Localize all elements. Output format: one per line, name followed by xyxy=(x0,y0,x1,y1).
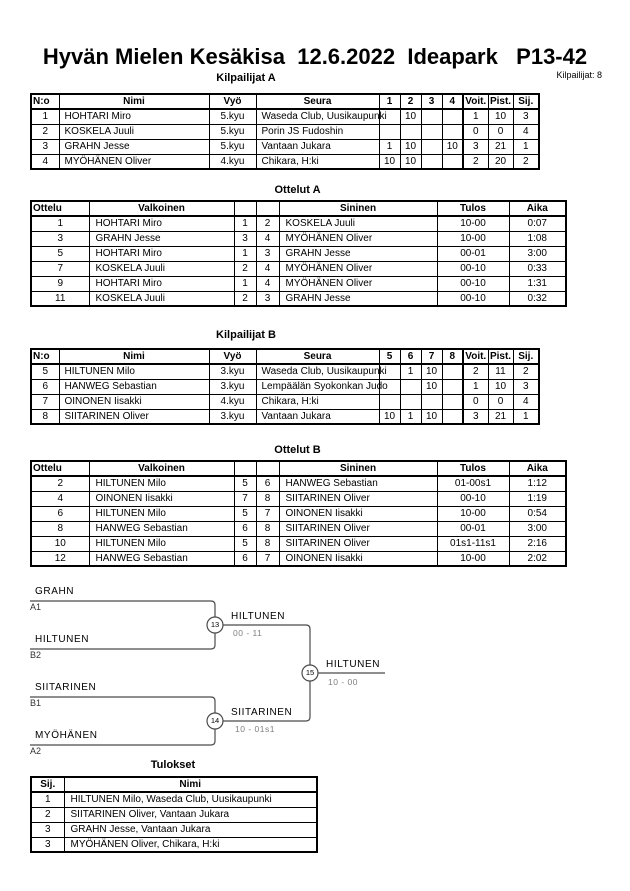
table-row xyxy=(31,364,539,379)
bracket-slot-b1-seed: B1 xyxy=(30,698,42,708)
table-cell: 3 xyxy=(256,246,279,261)
table-cell: OINONEN Iisakki xyxy=(279,551,437,566)
table-cell: OINONEN Iisakki xyxy=(89,491,234,506)
table-cell: 7 xyxy=(31,261,89,276)
table-cell: 10 xyxy=(421,379,442,394)
table-cell: 2 xyxy=(31,124,59,139)
column-header: 7 xyxy=(421,349,442,364)
page-title: Hyvän Mielen Kesäkisa 12.6.2022 Ideapark P13-42 xyxy=(42,44,588,69)
table-cell: 1 xyxy=(234,276,256,291)
table-cell: 0 xyxy=(463,394,488,409)
table-cell: GRAHN Jesse xyxy=(59,139,209,154)
column-header: Valkoinen xyxy=(89,201,234,216)
table-cell xyxy=(442,124,463,139)
ottelut-b-table xyxy=(30,460,567,567)
table-cell: 3 xyxy=(256,291,279,306)
table-cell: 3:00 xyxy=(509,246,566,261)
table-cell xyxy=(442,154,463,169)
bracket-match-13-score: 00 - 11 xyxy=(233,628,263,638)
table-cell: 9 xyxy=(31,276,89,291)
table-cell: 2 xyxy=(256,216,279,231)
table-cell: 7 xyxy=(234,491,256,506)
table-cell: KOSKELA Juuli xyxy=(89,261,234,276)
section-heading-tulokset: Tulokset xyxy=(150,759,196,771)
table-cell xyxy=(421,154,442,169)
bracket-match-15-score: 10 - 00 xyxy=(328,677,358,687)
column-header: Sij. xyxy=(31,777,64,792)
table-row xyxy=(31,822,317,837)
table-cell: 1 xyxy=(31,792,64,807)
column-header: Sininen xyxy=(279,201,437,216)
table-cell: 2 xyxy=(463,154,488,169)
column-header: 6 xyxy=(400,349,421,364)
table-cell: 3 xyxy=(31,231,89,246)
table-cell: 5 xyxy=(31,364,59,379)
table-row xyxy=(31,536,566,551)
table-row xyxy=(31,792,317,807)
table-cell: 1 xyxy=(31,109,59,124)
table-cell: MYÖHÄNEN Oliver xyxy=(279,231,437,246)
table-cell: 1 xyxy=(400,364,421,379)
table-cell: Chikara, H:ki xyxy=(256,394,379,409)
column-header xyxy=(256,461,279,476)
table-cell: 5 xyxy=(31,246,89,261)
table-cell: 10-00 xyxy=(437,506,509,521)
column-header: Vyö xyxy=(209,94,256,109)
table-cell: GRAHN Jesse, Vantaan Jukara xyxy=(64,822,317,837)
table-cell: 5.kyu xyxy=(209,109,256,124)
table-cell: MYÖHÄNEN Oliver, Chikara, H:ki xyxy=(64,837,317,852)
table-cell: 3 xyxy=(31,822,64,837)
table-row xyxy=(31,124,539,139)
table-row xyxy=(31,521,566,536)
table-cell: 3.kyu xyxy=(209,379,256,394)
table-row xyxy=(31,291,566,306)
table-cell: 2:02 xyxy=(509,551,566,566)
table-cell: 0:54 xyxy=(509,506,566,521)
column-header: N:o xyxy=(31,94,59,109)
column-header: Valkoinen xyxy=(89,461,234,476)
section-heading-kilpailijat-a: Kilpailijat A xyxy=(216,72,276,84)
column-header: Aika xyxy=(509,461,566,476)
column-header: Ottelu xyxy=(31,461,89,476)
table-cell xyxy=(442,379,463,394)
column-header xyxy=(234,461,256,476)
table-cell: MYÖHÄNEN Oliver xyxy=(279,261,437,276)
table-header-row xyxy=(31,461,566,476)
table-cell: Waseda Club, Uusikaupunki xyxy=(256,364,379,379)
bracket-match-13-winner: HILTUNEN xyxy=(231,611,286,622)
table-cell: 7 xyxy=(256,551,279,566)
column-header: Voit. xyxy=(463,349,488,364)
table-cell: 3 xyxy=(513,379,539,394)
column-header: Seura xyxy=(256,94,379,109)
table-cell xyxy=(379,394,400,409)
table-cell: 8 xyxy=(256,521,279,536)
bracket-match-15-number: 15 xyxy=(305,668,315,677)
table-cell: 00-01 xyxy=(437,521,509,536)
column-header: Pist. xyxy=(489,351,512,362)
table-cell: GRAHN Jesse xyxy=(279,291,437,306)
column-header: 8 xyxy=(442,349,463,364)
table-cell: 10 xyxy=(421,364,442,379)
table-cell: 1 xyxy=(513,409,539,424)
table-cell: SIITARINEN Oliver xyxy=(279,521,437,536)
table-cell: 4 xyxy=(513,394,539,409)
column-header: Tulos xyxy=(437,201,509,216)
table-cell: SIITARINEN Oliver xyxy=(279,491,437,506)
table-cell: 5.kyu xyxy=(209,139,256,154)
bracket-lines xyxy=(28,583,608,763)
table-cell: HANWEG Sebastian xyxy=(59,379,209,394)
table-cell: 0 xyxy=(488,124,513,139)
tulokset-table xyxy=(30,776,318,853)
table-cell: 10 xyxy=(421,409,442,424)
table-cell: 1:08 xyxy=(509,231,566,246)
kilpailijat-a-table xyxy=(30,93,540,170)
table-cell: 21 xyxy=(488,139,513,154)
table-cell: 8 xyxy=(256,536,279,551)
table-header-row xyxy=(31,777,317,792)
table-cell: 12 xyxy=(31,551,89,566)
table-cell: 6 xyxy=(234,551,256,566)
column-header: Nimi xyxy=(59,349,209,364)
table-cell: HILTUNEN Milo xyxy=(59,364,209,379)
section-heading-ottelut-a: Ottelut A xyxy=(274,184,321,196)
bracket-match-14-winner: SIITARINEN xyxy=(231,707,293,718)
table-row xyxy=(31,154,539,169)
table-cell: 6 xyxy=(31,506,89,521)
column-header: Sininen xyxy=(279,461,437,476)
table-cell: 2 xyxy=(513,154,539,169)
column-header: Voit. xyxy=(463,94,488,109)
table-cell xyxy=(400,379,421,394)
table-header-row xyxy=(31,349,539,364)
table-cell: 00-01 xyxy=(437,246,509,261)
table-cell: 4.kyu xyxy=(209,154,256,169)
table-cell: 2:16 xyxy=(509,536,566,551)
table-cell: 4 xyxy=(513,124,539,139)
table-cell: 8 xyxy=(31,409,59,424)
table-cell: HANWEG Sebastian xyxy=(89,521,234,536)
column-header: Nimi xyxy=(59,94,209,109)
table-cell: 0 xyxy=(463,124,488,139)
column-header: Sij. xyxy=(513,349,539,364)
column-header: 2 xyxy=(400,94,421,109)
table-cell: 1 xyxy=(400,409,421,424)
table-row xyxy=(31,231,566,246)
table-cell: MYÖHÄNEN Oliver xyxy=(279,276,437,291)
table-row xyxy=(31,491,566,506)
table-cell: 2 xyxy=(31,476,89,491)
section-heading-kilpailijat-b: Kilpailijat B xyxy=(216,329,276,341)
table-cell: Porin JS Fudoshin xyxy=(256,124,379,139)
table-cell: 3 xyxy=(234,231,256,246)
table-cell: 0:33 xyxy=(509,261,566,276)
table-cell xyxy=(421,394,442,409)
table-cell: 3.kyu xyxy=(209,364,256,379)
table-cell: 1 xyxy=(463,379,488,394)
table-cell: 7 xyxy=(31,394,59,409)
column-header xyxy=(256,201,279,216)
table-cell: 1:12 xyxy=(509,476,566,491)
table-row xyxy=(31,261,566,276)
table-row xyxy=(31,394,539,409)
bracket-match-14-number: 14 xyxy=(210,716,220,725)
table-cell xyxy=(442,109,463,124)
table-cell xyxy=(442,364,463,379)
table-cell: 1 xyxy=(31,216,89,231)
table-cell: 10-00 xyxy=(437,551,509,566)
table-cell: HILTUNEN Milo xyxy=(89,476,234,491)
table-cell: 1 xyxy=(234,216,256,231)
table-row xyxy=(31,216,566,231)
table-cell: 0 xyxy=(488,394,513,409)
table-cell: SIITARINEN Oliver xyxy=(59,409,209,424)
table-cell: 1 xyxy=(379,139,400,154)
table-cell: 4 xyxy=(31,154,59,169)
table-cell: Waseda Club, Uusikaupunki xyxy=(256,109,379,124)
table-cell: 21 xyxy=(488,409,513,424)
table-row xyxy=(31,139,539,154)
table-cell: 2 xyxy=(234,291,256,306)
bracket-slot-a2-name: MYÖHÄNEN xyxy=(35,730,98,741)
table-cell xyxy=(421,124,442,139)
table-cell: 00-10 xyxy=(437,276,509,291)
table-cell: 2 xyxy=(513,364,539,379)
table-cell: GRAHN Jesse xyxy=(279,246,437,261)
table-cell: 01-00s1 xyxy=(437,476,509,491)
column-header: Nimi xyxy=(64,777,317,792)
column-header: Vyö xyxy=(209,349,256,364)
column-header: Pist. xyxy=(489,96,512,107)
table-cell: 3 xyxy=(463,409,488,424)
table-cell xyxy=(421,139,442,154)
table-cell: 4 xyxy=(256,261,279,276)
table-cell: 10 xyxy=(400,139,421,154)
table-cell xyxy=(379,124,400,139)
bracket-slot-a1-seed: A1 xyxy=(30,602,42,612)
table-cell: 1 xyxy=(513,139,539,154)
table-cell: 00-10 xyxy=(437,291,509,306)
bracket-slot-b1-name: SIITARINEN xyxy=(35,682,97,693)
table-cell: 10 xyxy=(488,109,513,124)
table-cell: HILTUNEN Milo xyxy=(89,536,234,551)
column-header: Sij. xyxy=(513,94,539,109)
table-cell: 10 xyxy=(400,109,421,124)
table-cell: 5.kyu xyxy=(209,124,256,139)
table-cell: 0:07 xyxy=(509,216,566,231)
column-header: 3 xyxy=(421,94,442,109)
table-cell: 4.kyu xyxy=(209,394,256,409)
table-cell: OINONEN Iisakki xyxy=(279,506,437,521)
bracket-match-13-number: 13 xyxy=(210,620,220,629)
column-header: N:o xyxy=(31,349,59,364)
column-header xyxy=(234,201,256,216)
table-cell: 7 xyxy=(256,506,279,521)
table-cell: KOSKELA Juuli xyxy=(59,124,209,139)
table-cell: 11 xyxy=(31,291,89,306)
table-cell: 3 xyxy=(513,109,539,124)
table-cell: HILTUNEN Milo, Waseda Club, Uusikaupunki xyxy=(64,792,317,807)
table-cell: 10 xyxy=(379,409,400,424)
table-cell: 10 xyxy=(488,379,513,394)
table-row xyxy=(31,837,317,852)
table-cell: Vantaan Jukara xyxy=(256,139,379,154)
table-cell: 8 xyxy=(31,521,89,536)
table-cell xyxy=(442,394,463,409)
bracket-match-15-winner: HILTUNEN xyxy=(326,659,381,670)
table-cell: MYÖHÄNEN Oliver xyxy=(59,154,209,169)
table-cell: 10 xyxy=(379,154,400,169)
table-cell: HILTUNEN Milo xyxy=(89,506,234,521)
table-cell: HOHTARI Miro xyxy=(89,276,234,291)
table-cell: 2 xyxy=(463,364,488,379)
bracket-slot-a2-seed: A2 xyxy=(30,746,42,756)
table-cell: 1:31 xyxy=(509,276,566,291)
table-cell: 20 xyxy=(488,154,513,169)
table-cell: 3 xyxy=(463,139,488,154)
column-header: Aika xyxy=(509,201,566,216)
table-cell: 2 xyxy=(31,807,64,822)
table-cell: 8 xyxy=(256,491,279,506)
table-cell: Vantaan Jukara xyxy=(256,409,379,424)
table-header-row xyxy=(31,201,566,216)
table-cell: 10 xyxy=(31,536,89,551)
table-cell: 5 xyxy=(234,506,256,521)
table-cell xyxy=(442,409,463,424)
column-header: 4 xyxy=(442,94,463,109)
table-cell: SIITARINEN Oliver, Vantaan Jukara xyxy=(64,807,317,822)
table-cell: Lempäälän Syokonkan Judo xyxy=(256,379,379,394)
table-cell: KOSKELA Juuli xyxy=(279,216,437,231)
bracket-slot-b2-seed: B2 xyxy=(30,650,42,660)
table-cell: 11 xyxy=(488,364,513,379)
table-cell: 3.kyu xyxy=(209,409,256,424)
table-cell: 10 xyxy=(442,139,463,154)
table-cell: 5 xyxy=(234,536,256,551)
column-header: Seura xyxy=(256,349,379,364)
table-cell: 1 xyxy=(234,246,256,261)
table-cell: 6 xyxy=(256,476,279,491)
table-row xyxy=(31,551,566,566)
table-cell: 01s1-11s1 xyxy=(437,536,509,551)
table-cell: 00-10 xyxy=(437,491,509,506)
table-cell: OINONEN Iisakki xyxy=(59,394,209,409)
table-cell: 3 xyxy=(31,139,59,154)
table-cell xyxy=(400,124,421,139)
table-cell: 10 xyxy=(400,154,421,169)
table-cell xyxy=(400,394,421,409)
table-cell: HANWEG Sebastian xyxy=(279,476,437,491)
table-cell: 10-00 xyxy=(437,216,509,231)
table-cell: 4 xyxy=(256,276,279,291)
table-cell: Chikara, H:ki xyxy=(256,154,379,169)
column-header: 1 xyxy=(379,94,400,109)
table-row xyxy=(31,476,566,491)
ottelut-a-table xyxy=(30,200,567,307)
table-cell: HOHTARI Miro xyxy=(59,109,209,124)
kilpailijat-b-table xyxy=(30,348,540,425)
table-cell: 4 xyxy=(256,231,279,246)
table-row xyxy=(31,276,566,291)
table-cell: 1:19 xyxy=(509,491,566,506)
table-cell: 0:32 xyxy=(509,291,566,306)
column-header: Ottelu xyxy=(31,201,89,216)
table-cell: HOHTARI Miro xyxy=(89,216,234,231)
table-cell: HANWEG Sebastian xyxy=(89,551,234,566)
table-row xyxy=(31,506,566,521)
bracket-match-14-score: 10 - 01s1 xyxy=(235,724,275,734)
table-cell: GRAHN Jesse xyxy=(89,231,234,246)
section-heading-ottelut-b: Ottelut B xyxy=(274,444,321,456)
column-header: 5 xyxy=(379,349,400,364)
table-row xyxy=(31,246,566,261)
bracket-slot-b2-name: HILTUNEN xyxy=(35,634,90,645)
final-bracket xyxy=(28,583,608,763)
competitors-count-note: Kilpailijat: 8 xyxy=(556,70,602,80)
table-cell: 10-00 xyxy=(437,231,509,246)
table-cell: 3 xyxy=(31,837,64,852)
table-row xyxy=(31,379,539,394)
table-cell: SIITARINEN Oliver xyxy=(279,536,437,551)
table-row xyxy=(31,807,317,822)
column-header: Tulos xyxy=(437,461,509,476)
table-cell: 2 xyxy=(234,261,256,276)
table-cell: 3:00 xyxy=(509,521,566,536)
table-cell: 1 xyxy=(463,109,488,124)
table-cell: KOSKELA Juuli xyxy=(89,291,234,306)
table-cell: 5 xyxy=(234,476,256,491)
table-cell: 4 xyxy=(31,491,89,506)
table-header-row xyxy=(31,94,539,109)
table-cell: 6 xyxy=(234,521,256,536)
table-row xyxy=(31,409,539,424)
table-cell xyxy=(421,109,442,124)
table-cell: 00-10 xyxy=(437,261,509,276)
table-row xyxy=(31,109,539,124)
table-cell: 6 xyxy=(31,379,59,394)
table-cell: HOHTARI Miro xyxy=(89,246,234,261)
bracket-slot-a1-name: GRAHN xyxy=(35,586,75,597)
